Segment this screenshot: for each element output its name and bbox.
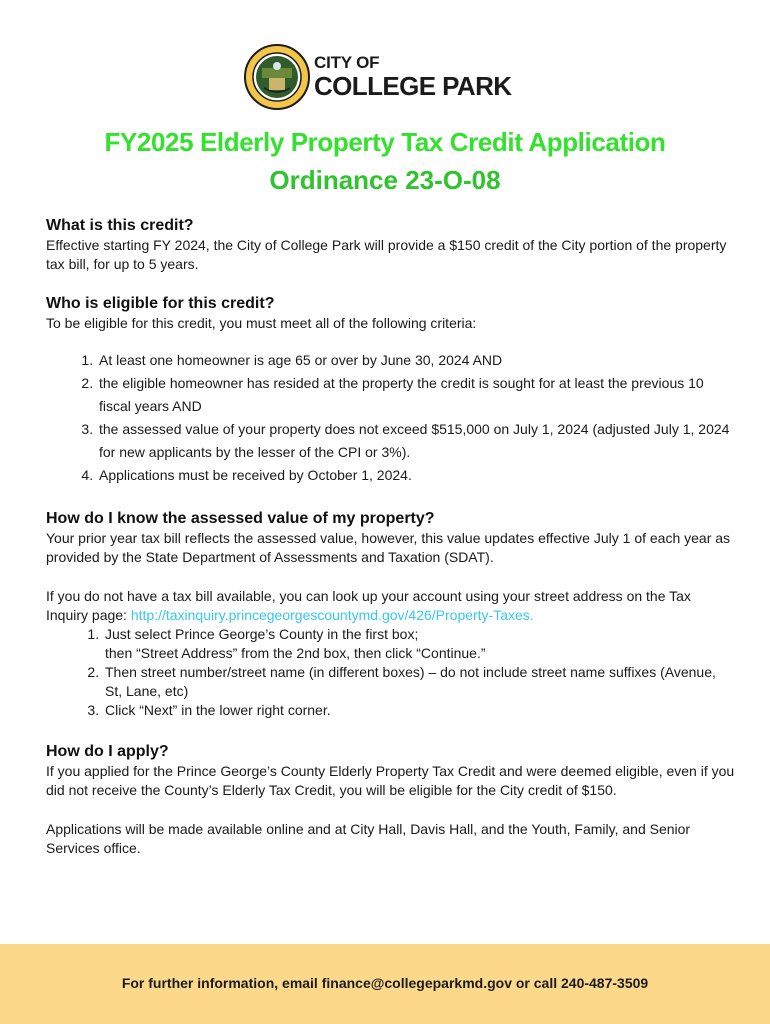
- who-body: To be eligible for this credit, you must meet all of the following criteria:: [46, 315, 477, 331]
- lookup-steps-list: [46, 625, 736, 720]
- page-header: [0, 44, 770, 112]
- page-title: FY2025 Elderly Property Tax Credit Application: [104, 127, 666, 157]
- ordinance-subtitle: Ordinance 23-O-08: [269, 165, 501, 195]
- tax-inquiry-text: If you do not have a tax bill available, you can look up your account using your street address on the Tax Inquiry page:: [46, 588, 691, 623]
- criteria-item: 4. Applications must be received by October 1, 2024.: [97, 464, 736, 487]
- city-seal-logo: [244, 44, 310, 110]
- brand-college-park: COLLEGE PARK: [314, 71, 512, 101]
- step-item: [103, 625, 736, 663]
- step-line: 1. Just select Prince George’s County in the first box;: [105, 626, 419, 642]
- assessed-heading: How do I know the assessed value of my property?: [46, 510, 435, 527]
- step-line: then “Street Address” from the 2nd box, then click “Continue.”: [105, 645, 486, 661]
- criteria-list: [46, 349, 736, 487]
- tax-inquiry-link[interactable]: http://taxinquiry.princegeorgescountymd.gov/426/Property-Taxes.: [130, 607, 534, 623]
- step-item: 3. Click “Next” in the lower right corner.: [103, 701, 736, 720]
- criteria-item: 1. At least one homeowner is age 65 or over by June 30, 2024 AND: [97, 349, 736, 372]
- apply-locations: Applications will be made available online and at City Hall, Davis Hall, and the Youth, Family, and Senior Services office.: [46, 821, 691, 856]
- step-item: 2. Then street number/street name (in different boxes) – do not include street name suffixes (Avenue, St, Lane, etc): [103, 663, 736, 701]
- brand-wordmark: [314, 54, 511, 100]
- apply-body: If you applied for the Prince George’s County Elderly Property Tax Credit and were deemed eligible, even if you did not receive the County’s Elderly Tax Credit, you will be eligible for the City credit of $150.: [46, 763, 735, 798]
- criteria-item: 2. the eligible homeowner has resided at the property the credit is sought for at least the previous 10 fiscal years AND: [97, 372, 736, 418]
- document-body: [46, 216, 736, 858]
- who-heading: Who is eligible for this credit?: [46, 295, 275, 312]
- tax-inquiry-paragraph: [46, 587, 736, 625]
- what-body: Effective starting FY 2024, the City of College Park will provide a $150 credit of the City portion of the property tax bill, for up to 5 years.: [46, 237, 727, 272]
- criteria-item: 3. the assessed value of your property does not exceed $515,000 on July 1, 2024 (adjusted July 1, 2024 for new applicants by the lesser of the CPI or 3%).: [97, 418, 736, 464]
- what-heading: What is this credit?: [46, 217, 194, 234]
- contact-info: For further information, email finance@collegeparkmd.gov or call 240-487-3509: [121, 975, 649, 991]
- footer-banner: [0, 944, 770, 1024]
- assessed-body: Your prior year tax bill reflects the assessed value, however, this value updates effective July 1 of each year as provided by the State Department of Assessments and Taxation (SDAT).: [46, 530, 731, 565]
- apply-heading: How do I apply?: [46, 743, 169, 760]
- brand-city-of: CITY OF: [314, 53, 380, 72]
